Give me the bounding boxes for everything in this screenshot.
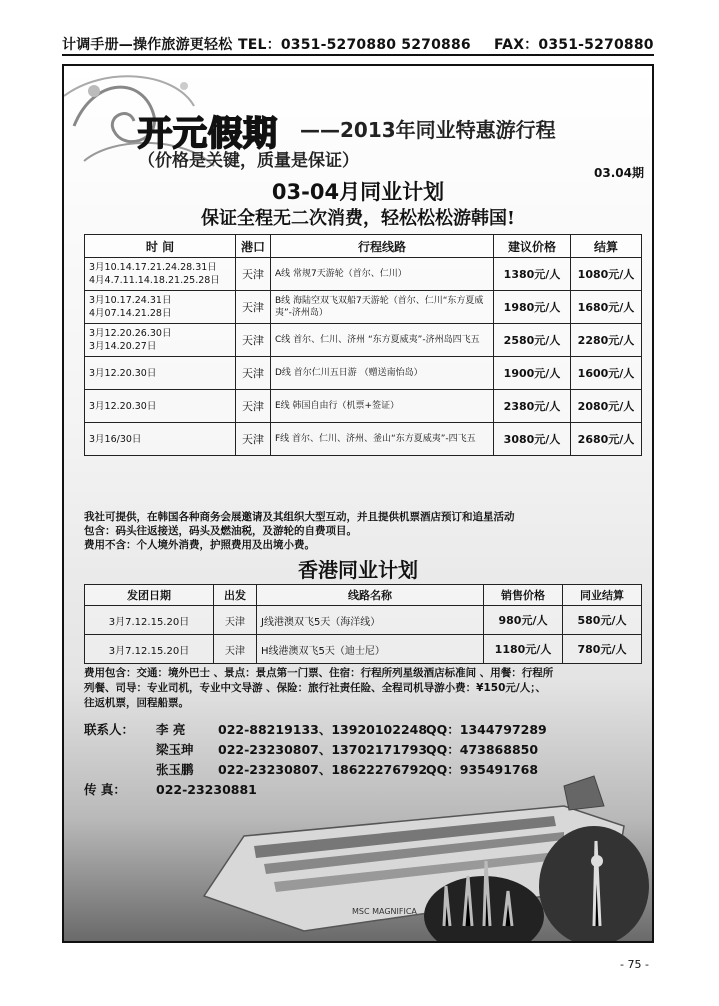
date-line: 3月12.20.26.30日 bbox=[89, 328, 172, 339]
row-port: 天津 bbox=[236, 357, 271, 390]
row-route: F线 首尔、仁川、济州、釜山“东方夏威夷”-四飞五 bbox=[271, 423, 494, 456]
table-row bbox=[85, 291, 642, 324]
row-suggest-price: 2380元/人 bbox=[494, 390, 571, 423]
row-route: E线 韩国自由行（机票+签证） bbox=[271, 390, 494, 423]
row-port: 天津 bbox=[236, 258, 271, 291]
row-settle-price: 2280元/人 bbox=[571, 324, 642, 357]
date-line: 3月12.20.30日 bbox=[89, 400, 157, 412]
col-header-settle: 同业结算 bbox=[563, 585, 642, 606]
date-line: 3月14.20.27日 bbox=[89, 341, 157, 352]
header-fax: FAX：0351-5270880 bbox=[494, 37, 654, 53]
col-header-route: 线路名称 bbox=[257, 585, 484, 606]
page-number: - 75 - bbox=[620, 958, 649, 971]
table-row bbox=[85, 390, 642, 423]
korea-plan-title: 03-04月同业计划 bbox=[271, 180, 445, 204]
row-settle-price: 2680元/人 bbox=[571, 423, 642, 456]
row-route: A线 常规7天游轮（首尔、仁川） bbox=[271, 258, 494, 291]
contact-phones: 022-88219133、13920102248 bbox=[218, 722, 428, 737]
row-dates bbox=[85, 324, 236, 357]
brand-tagline: （价格是关键，质量是保证） bbox=[138, 151, 359, 171]
row-port: 天津 bbox=[236, 423, 271, 456]
hongkong-notes bbox=[84, 666, 644, 711]
col-header-sale-price: 销售价格 bbox=[484, 585, 563, 606]
note-line: 包含：码头往返接送，码头及燃油税，及游轮的自费项目。 bbox=[84, 525, 357, 537]
table-header-row bbox=[85, 235, 642, 258]
fax-number: 022-23230881 bbox=[156, 782, 257, 797]
row-suggest-price: 1980元/人 bbox=[494, 291, 571, 324]
row-settle-price: 780元/人 bbox=[563, 635, 642, 664]
table-row bbox=[85, 606, 642, 635]
contact-name: 张玉鹏 bbox=[156, 762, 194, 777]
contact-qq: QQ：935491768 bbox=[426, 762, 539, 777]
note-line: 费用不含：个人境外消费，护照费用及出境小费。 bbox=[84, 539, 315, 551]
row-port: 天津 bbox=[236, 291, 271, 324]
date-line: 4月07.14.21.28日 bbox=[89, 308, 172, 319]
col-header-time: 时 间 bbox=[85, 235, 236, 258]
row-port: 天津 bbox=[236, 324, 271, 357]
row-depart: 天津 bbox=[214, 635, 257, 664]
korea-itinerary-table bbox=[84, 234, 642, 456]
header-slogan: 计调手册—操作旅游更轻松 bbox=[62, 37, 233, 53]
row-settle-price: 1600元/人 bbox=[571, 357, 642, 390]
row-port: 天津 bbox=[236, 390, 271, 423]
row-date: 3月7.12.15.20日 bbox=[85, 606, 214, 635]
row-route: H线港澳双飞5天（迪士尼） bbox=[257, 635, 484, 664]
table-row bbox=[85, 357, 642, 390]
contact-qq: QQ：473868850 bbox=[426, 742, 539, 757]
hongkong-plan-title: 香港同业计划 bbox=[298, 558, 418, 582]
table-row bbox=[85, 324, 642, 357]
col-header-settle: 结算 bbox=[571, 235, 642, 258]
row-sale-price: 1180元/人 bbox=[484, 635, 563, 664]
row-dates bbox=[85, 357, 236, 390]
brand-name: 开元假期 bbox=[138, 114, 278, 154]
date-line: 3月10.17.24.31日 bbox=[89, 295, 172, 306]
row-depart: 天津 bbox=[214, 606, 257, 635]
ship-name: MSC MAGNIFICA bbox=[352, 907, 417, 916]
row-route: D线 首尔仁川五日游 （赠送南怡岛） bbox=[271, 357, 494, 390]
contact-qq: QQ：1344797289 bbox=[426, 722, 547, 737]
date-line: 3月12.20.30日 bbox=[89, 367, 157, 379]
row-settle-price: 580元/人 bbox=[563, 606, 642, 635]
date-line: 3月16/30日 bbox=[89, 433, 142, 445]
note-line: 列餐、司导：专业司机，专业中文导游 、保险：旅行社责任险、全程司机导游小费：¥150元/人；、 bbox=[84, 682, 546, 694]
date-line: 4月4.7.11.14.18.21.25.28日 bbox=[89, 275, 220, 286]
row-suggest-price: 1900元/人 bbox=[494, 357, 571, 390]
row-suggest-price: 1380元/人 bbox=[494, 258, 571, 291]
cruise-ship-icon bbox=[184, 766, 652, 943]
note-line: 我社可提供，在韩国各种商务会展邀请及其组织大型互动，并且提供机票酒店预订和追星活动 bbox=[84, 511, 515, 523]
table-header-row bbox=[85, 585, 642, 606]
korea-guarantee: 保证全程无二次消费，轻松松松游韩国! bbox=[201, 208, 515, 229]
col-header-depart: 出发 bbox=[214, 585, 257, 606]
row-suggest-price: 3080元/人 bbox=[494, 423, 571, 456]
row-dates bbox=[85, 423, 236, 456]
note-line: 往返机票，回程船票。 bbox=[84, 697, 189, 709]
row-settle-price: 1680元/人 bbox=[571, 291, 642, 324]
header-tel: TEL：0351-5270880 5270886 bbox=[238, 37, 471, 53]
col-header-port: 港口 bbox=[236, 235, 271, 258]
fax-label: 传 真： bbox=[84, 782, 126, 797]
row-route: J线港澳双飞5天（海洋线） bbox=[257, 606, 484, 635]
page-header bbox=[62, 28, 654, 56]
contact-phones: 022-23230807、18622276792 bbox=[218, 762, 428, 777]
brand-subtitle: ——2013年同业特惠游行程 bbox=[300, 118, 556, 142]
col-header-suggest-price: 建议价格 bbox=[494, 235, 571, 258]
row-dates bbox=[85, 258, 236, 291]
row-suggest-price: 2580元/人 bbox=[494, 324, 571, 357]
table-row bbox=[85, 635, 642, 664]
hongkong-itinerary-table bbox=[84, 584, 642, 664]
row-route: C线 首尔、仁川、济州 “东方夏威夷”-济州岛四飞五 bbox=[271, 324, 494, 357]
row-sale-price: 980元/人 bbox=[484, 606, 563, 635]
issue-number: 03.04期 bbox=[594, 166, 644, 180]
table-row bbox=[85, 258, 642, 291]
advertisement-frame bbox=[62, 64, 654, 943]
row-route: B线 海陆空双飞双船7天游轮（首尔、仁川“东方夏威夷”-济州岛） bbox=[271, 291, 494, 324]
contact-name: 梁玉珅 bbox=[156, 742, 194, 757]
date-line: 3月10.14.17.21.24.28.31日 bbox=[89, 262, 217, 273]
row-settle-price: 1080元/人 bbox=[571, 258, 642, 291]
row-settle-price: 2080元/人 bbox=[571, 390, 642, 423]
korea-notes bbox=[84, 510, 644, 552]
row-dates bbox=[85, 390, 236, 423]
col-header-route: 行程线路 bbox=[271, 235, 494, 258]
table-row bbox=[85, 423, 642, 456]
contact-phones: 022-23230807、13702171793 bbox=[218, 742, 428, 757]
contact-name: 李 亮 bbox=[156, 722, 186, 737]
row-date: 3月7.12.15.20日 bbox=[85, 635, 214, 664]
contacts-label: 联系人： bbox=[84, 722, 135, 737]
col-header-date: 发团日期 bbox=[85, 585, 214, 606]
row-dates bbox=[85, 291, 236, 324]
note-line: 费用包含：交通：境外巴士 、景点：景点第一门票、住宿：行程所列星级酒店标准间 、用餐：行程所 bbox=[84, 667, 554, 679]
